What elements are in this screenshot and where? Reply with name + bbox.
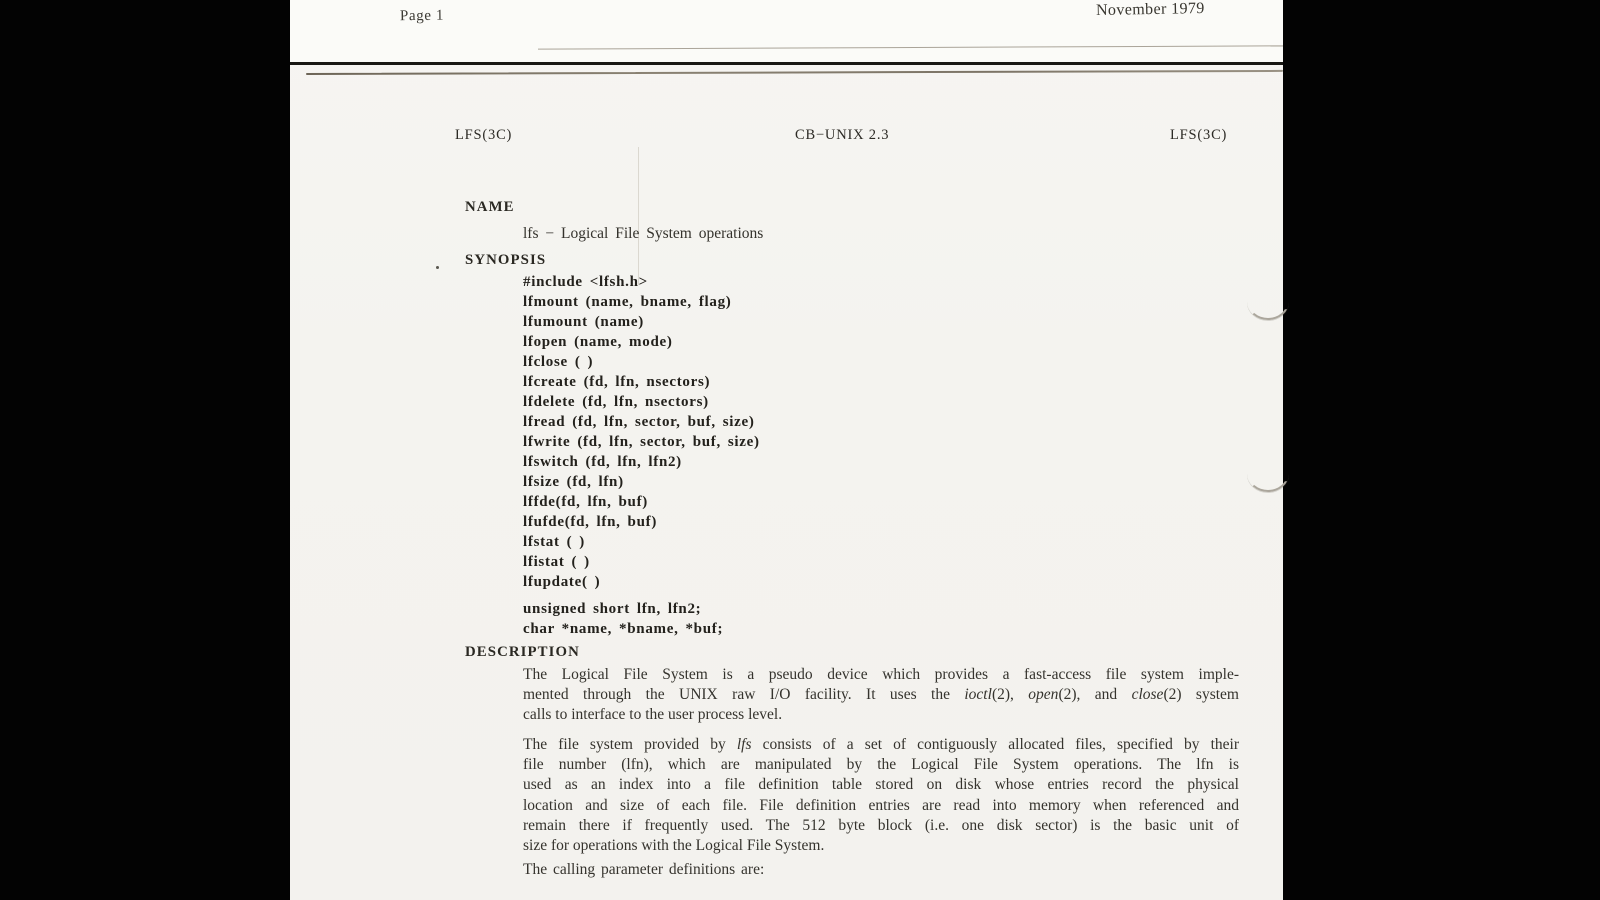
synopsis-line: lfmount (name, bname, flag): [523, 294, 732, 310]
header-left-title: LFS(3C): [455, 127, 513, 143]
synopsis-line: lfdelete (fd, lfn, nsectors): [523, 394, 709, 410]
scan-arc-mark: [1247, 472, 1289, 492]
declaration-line: char *name, *bname, *buf;: [523, 621, 724, 637]
scanned-manual-page: [290, 0, 1283, 900]
para-line: [523, 685, 1239, 705]
para-line: [523, 775, 1239, 795]
synopsis-line: lfread (fd, lfn, sector, buf, size): [523, 414, 755, 430]
synopsis-line: lfsize (fd, lfn): [523, 474, 624, 490]
description-paragraph-1: [523, 665, 1239, 726]
synopsis-line: lfstat ( ): [523, 534, 585, 550]
text-segment: size for operations with the Logical File System.: [523, 836, 825, 854]
text-segment: file number (lfn), which are manipulated by the Logical File System operations. The lfn is: [523, 756, 1239, 774]
para-line: [523, 665, 1239, 685]
section-heading-synopsis: SYNOPSIS: [465, 252, 547, 268]
page-edge-rule: [290, 62, 1283, 65]
para-line: [523, 735, 1239, 755]
synopsis-line: #include <lfsh.h>: [523, 274, 648, 290]
para-line: [523, 705, 1239, 725]
synopsis-line: lfswitch (fd, lfn, lfn2): [523, 454, 682, 470]
prev-page-footer: [290, 0, 1283, 62]
text-segment-italic: open: [1028, 686, 1059, 704]
scan-arc-mark: [1247, 300, 1289, 320]
para-line: [523, 836, 1239, 856]
text-segment: (2),: [991, 686, 1029, 704]
text-segment: mented through the UNIX raw I/O facility. It uses the: [523, 686, 965, 704]
page-number: Page 1: [399, 7, 445, 25]
para-line: [523, 755, 1239, 775]
synopsis-line: lfistat ( ): [523, 554, 590, 570]
text-segment-italic: ioctl: [964, 686, 992, 704]
scan-fold-line: [638, 147, 639, 285]
text-segment: calls to interface to the user process level.: [523, 706, 783, 724]
stray-ink-dot: [436, 266, 439, 269]
closing-line: The calling parameter definitions are:: [523, 861, 765, 878]
text-segment: (2) system: [1163, 686, 1239, 704]
synopsis-line: lfclose ( ): [523, 354, 594, 370]
declarations-block: [523, 599, 723, 639]
description-paragraph-2: [523, 735, 1239, 856]
declaration-line: unsigned short lfn, lfn2;: [523, 601, 702, 617]
text-segment: The Logical File System is a pseudo device which provides a fast-access file system imple-: [523, 666, 1239, 683]
text-segment: remain there if frequently used. The 512 byte block (i.e. one disk sector) is the basic unit of: [523, 816, 1239, 834]
synopsis-line: lffde(fd, lfn, buf): [523, 494, 648, 510]
name-description-line: lfs − Logical File System operations: [523, 225, 764, 242]
text-segment: The file system provided by: [523, 736, 737, 753]
para-line: [523, 796, 1239, 816]
man-page-header: [290, 127, 1283, 147]
synopsis-line: lfumount (name): [523, 314, 644, 330]
header-center-title: CB−UNIX 2.3: [795, 127, 890, 143]
page-top-rule: [306, 70, 1283, 75]
synopsis-line: lfupdate( ): [523, 574, 601, 590]
issue-date: November 1979: [1095, 0, 1205, 20]
text-segment-italic: close: [1131, 686, 1164, 704]
synopsis-line: lfcreate (fd, lfn, nsectors): [523, 374, 711, 390]
header-right-title: LFS(3C): [1170, 127, 1228, 143]
text-segment: (2), and: [1058, 686, 1132, 704]
synopsis-line: lfopen (name, mode): [523, 334, 673, 350]
synopsis-line: lfufde(fd, lfn, buf): [523, 514, 658, 530]
footer-rule: [538, 45, 1283, 49]
para-line: [523, 816, 1239, 836]
text-segment: consists of a set of contiguously allocated files, specified by their: [751, 736, 1239, 753]
text-segment-italic: lfs: [736, 736, 752, 753]
text-segment: used as an index into a file definition table stored on disk whose entries record the physical: [523, 776, 1239, 794]
text-segment: location and size of each file. File definition entries are read into memory when referenced and: [523, 796, 1239, 814]
synopsis-block: [523, 272, 760, 592]
section-heading-name: NAME: [465, 199, 515, 215]
section-heading-description: DESCRIPTION: [465, 644, 580, 660]
synopsis-line: lfwrite (fd, lfn, sector, buf, size): [523, 434, 760, 450]
